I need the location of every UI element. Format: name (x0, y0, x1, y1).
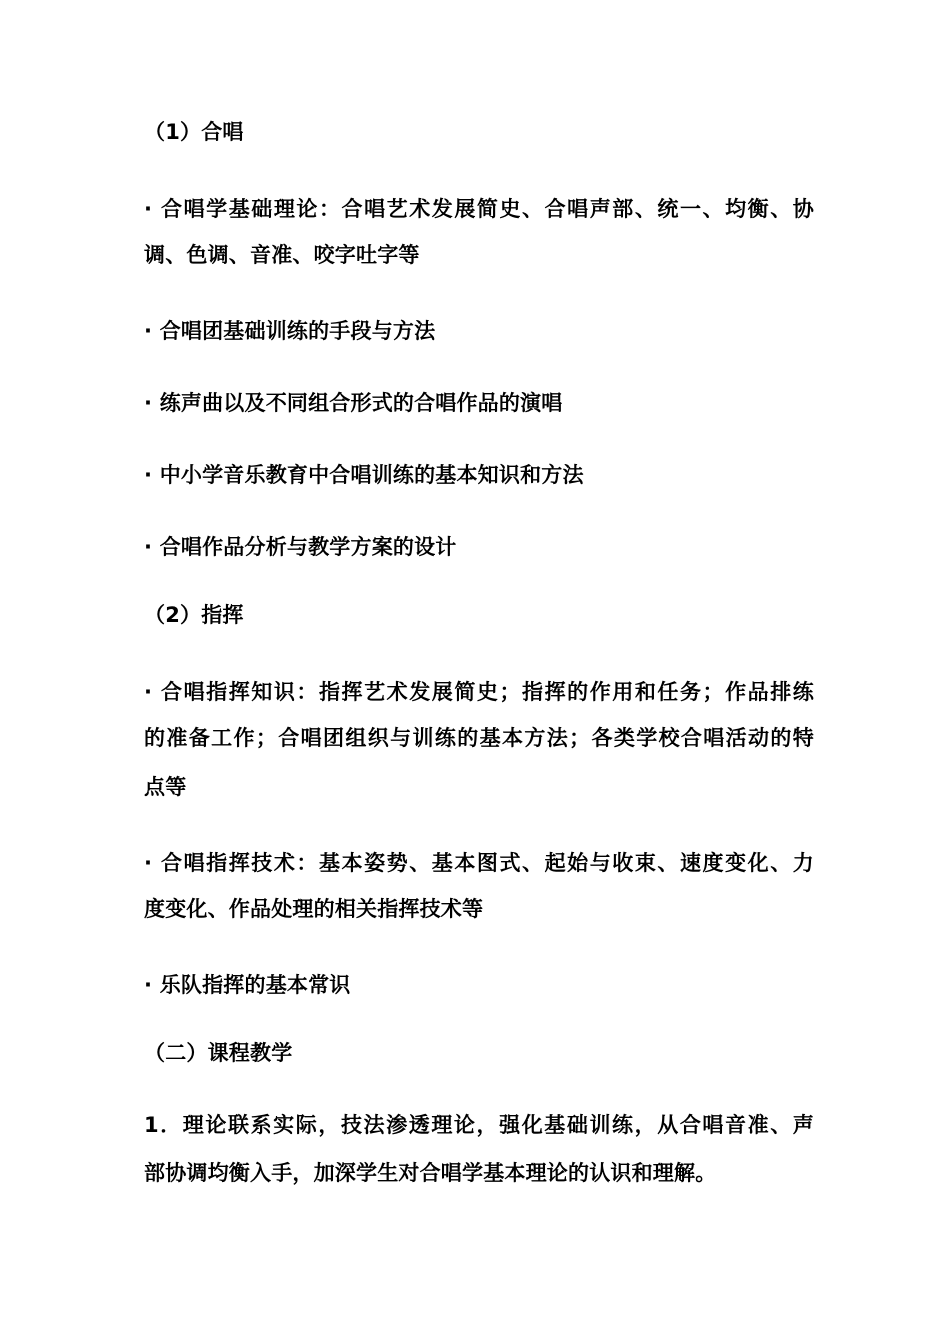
bullet-conducting-knowledge-line1: · 合唱指挥知识：指挥艺术发展简史；指挥的作用和任务；作品排练 (144, 680, 814, 704)
bullet-conducting-knowledge-line3: 点等 (144, 775, 187, 799)
bullet-band-conducting: · 乐队指挥的基本常识 (144, 973, 351, 997)
bullet-school-music: · 中小学音乐教育中合唱训练的基本知识和方法 (144, 463, 584, 487)
bullet-choir-theory-line2: 调、色调、音准、咬字吐字等 (144, 243, 420, 267)
item-1-line2: 部协调均衡入手，加深学生对合唱学基本理论的认识和理解。 (144, 1161, 717, 1185)
bullet-conducting-technique-line2: 度变化、作品处理的相关指挥技术等 (144, 897, 484, 921)
item-1-line1: 1．理论联系实际，技法渗透理论，强化基础训练，从合唱音准、声 (144, 1113, 814, 1137)
heading-conducting: （2）指挥 (144, 603, 244, 627)
bullet-conducting-technique-line1: · 合唱指挥技术：基本姿势、基本图式、起始与收束、速度变化、力 (144, 851, 814, 875)
bullet-choir-theory-line1: · 合唱学基础理论：合唱艺术发展简史、合唱声部、统一、均衡、协 (144, 197, 814, 221)
heading-choir: （1）合唱 (144, 120, 244, 144)
bullet-choir-training: · 合唱团基础训练的手段与方法 (144, 319, 436, 343)
section-course-teaching: （二）课程教学 (144, 1041, 293, 1065)
bullet-analysis: · 合唱作品分析与教学方案的设计 (144, 535, 457, 559)
bullet-vocalise: · 练声曲以及不同组合形式的合唱作品的演唱 (144, 391, 563, 415)
bullet-conducting-knowledge-line2: 的准备工作；合唱团组织与训练的基本方法；各类学校合唱活动的特 (144, 726, 814, 750)
